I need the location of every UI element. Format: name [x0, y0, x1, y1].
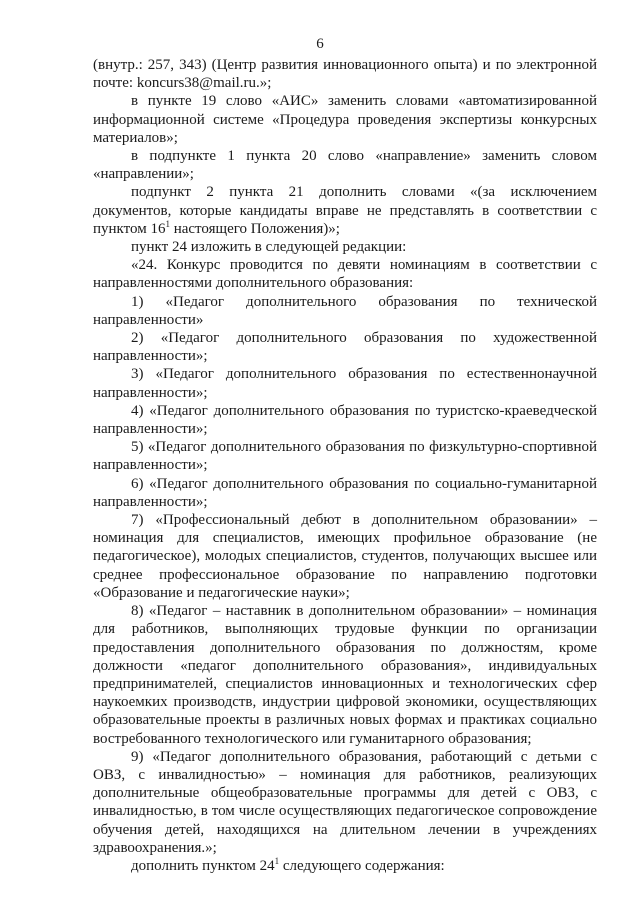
paragraph-text: 1) «Педагог дополнительного образования по технической направленности» [93, 293, 597, 328]
paragraph-point-24 [93, 256, 597, 292]
paragraph-text: 7) «Профессиональный дебют в дополнительном образовании» – номинация для специалистов, имеющих профильное образование (не педагогическое), молодых специалистов, студентов, получающих высшее или среднее профессиональное образование по направлению подготовки «Образование и педагогические науки»; [93, 512, 597, 601]
paragraph-text: пункт 24 изложить в следующей редакции: [131, 239, 407, 256]
paragraph-text: следующего содержания: [279, 857, 445, 874]
paragraph-point-21 [93, 183, 597, 238]
paragraph-point-20 [93, 147, 597, 183]
nomination-2 [93, 329, 597, 365]
paragraph-add-point-24-1 [93, 857, 597, 875]
paragraph-text: 8) «Педагог – наставник в дополнительном образовании» – номинация для работников, выполняющих трудовые функции по организации предоставления дополнительного образования по должностям, кроме должности «педагог дополнительного образования», индивидуальных предпринимателей, специалистов инновационных и технологических сфер наукоемких производств, индустрии цифровой экономики, осуществляющих образовательные проекты в различных новых формах и практиках социально востребованного технологического или гуманитарного образования; [93, 603, 597, 747]
paragraph-point-24-intro [93, 238, 597, 256]
paragraph-text: 3) «Педагог дополнительного образования по естественнонаучной направленности»; [93, 366, 597, 401]
superscript: 1 [165, 218, 170, 229]
nomination-7 [93, 511, 597, 602]
paragraph-text: 2) «Педагог дополнительного образования по художественной направленности»; [93, 330, 597, 365]
nomination-6 [93, 475, 597, 511]
nomination-4 [93, 402, 597, 438]
paragraph-text: 9) «Педагог дополнительного образования, работающий с детьми с ОВЗ, с инвалидностью» – номинация для работников, реализующих дополнительные общеобразовательные программы для детей с ОВЗ, с инвалидностью, в том числе осуществляющих педагогическое сопровождение обучения детей, находящихся на длительном лечении в учреждениях здравоохранения.»; [93, 748, 597, 856]
nomination-5 [93, 438, 597, 474]
paragraph-text: подпункт 2 пункта 21 дополнить словами «(за исключением документов, которые кандидаты вправе не представлять в соответствии с пунктом 16 [93, 184, 597, 237]
paragraph-point-19 [93, 92, 597, 147]
nomination-3 [93, 365, 597, 401]
paragraph-text: 6) «Педагог дополнительного образования по социально-гуманитарной направленности»; [93, 475, 597, 510]
superscript: 1 [274, 855, 280, 866]
document-body [93, 56, 597, 875]
paragraph-text: в пункте 19 слово «АИС» заменить словами «автоматизированной информационной системе «Процедура проведения экспертизы конкурсных материалов»; [93, 93, 597, 146]
nomination-9 [93, 748, 597, 857]
paragraph-text: «24. Конкурс проводится по девяти номинациям в соответствии с направленностями дополнительного образования: [93, 257, 597, 292]
paragraph-text: дополнить пунктом 24 [131, 857, 275, 874]
paragraph-text: 5) «Педагог дополнительного образования по физкультурно-спортивной направленности»; [93, 439, 597, 474]
paragraph-text: настоящего Положения)»; [169, 220, 340, 237]
page-number: 6 [316, 36, 324, 52]
paragraph-text: 4) «Педагог дополнительного образования по туристско-краеведческой направленности»; [93, 402, 597, 438]
paragraph-contact-info [93, 56, 597, 92]
paragraph-text: (внутр.: 257, 343) (Центр развития инновационного опыта) и по электронной почте: koncurs38@mail.ru.»; [93, 57, 597, 92]
nomination-1 [93, 293, 597, 329]
nomination-8 [93, 602, 597, 748]
paragraph-text: в подпункте 1 пункта 20 слово «направление» заменить словом «направлении»; [93, 148, 597, 183]
